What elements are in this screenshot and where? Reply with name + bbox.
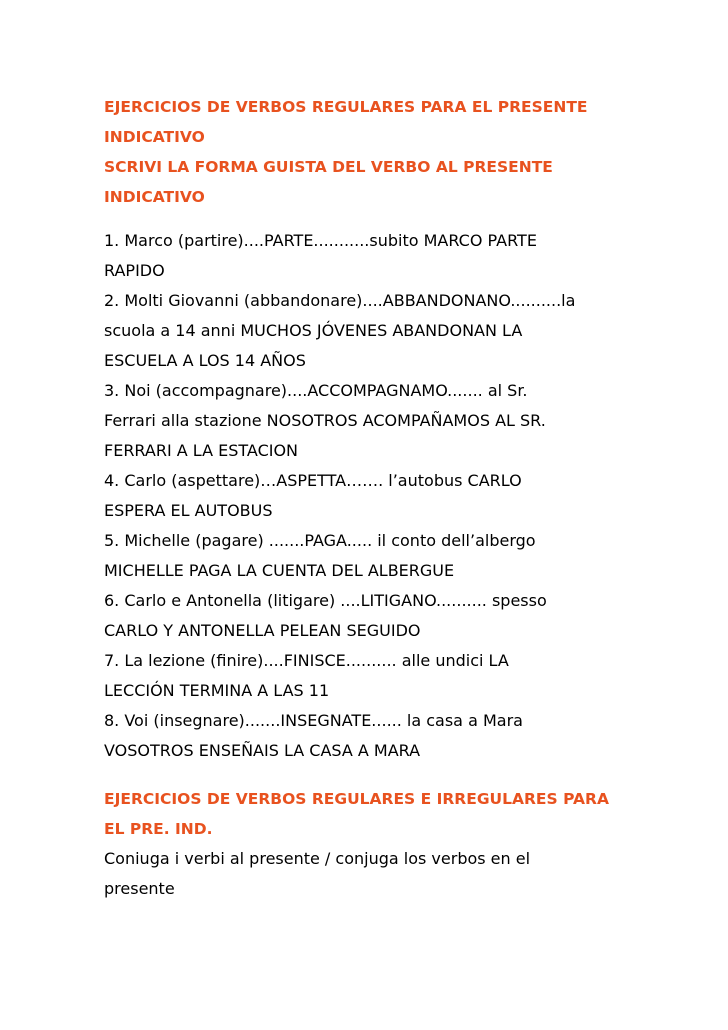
exercise-line: 5. Michelle (pagare) .......PAGA..... il conto dell’albergo <box>104 531 536 550</box>
heading-line: INDICATIVO <box>104 188 205 206</box>
exercise-line: Ferrari alla stazione NOSOTROS ACOMPAÑAMOS AL SR. <box>104 411 546 430</box>
document-page <box>104 92 644 904</box>
instruction-line: Coniuga i verbi al presente / conjuga los verbos en el <box>104 849 531 868</box>
exercise-line: CARLO Y ANTONELLA PELEAN SEGUIDO <box>104 621 421 640</box>
exercise-line: FERRARI A LA ESTACION <box>104 441 299 460</box>
exercise-line: VOSOTROS ENSEÑAIS LA CASA A MARA <box>104 741 421 760</box>
heading-line: EL PRE. IND. <box>104 820 213 838</box>
heading-line: EJERCICIOS DE VERBOS REGULARES PARA EL PRESENTE <box>104 98 588 116</box>
exercise-line: 1. Marco (partire)....PARTE...........subito MARCO PARTE <box>104 231 537 250</box>
exercise-line: 7. La lezione (finire)....FINISCE.......... alle undici LA <box>104 651 509 670</box>
heading-line: SCRIVI LA FORMA GUISTA DEL VERBO AL PRESENTE <box>104 158 553 176</box>
exercise-line: 4. Carlo (aspettare)…ASPETTA……. l’autobus CARLO <box>104 471 522 490</box>
exercise-line: ESCUELA A LOS 14 AÑOS <box>104 351 306 370</box>
exercise-line: ESPERA EL AUTOBUS <box>104 501 273 520</box>
heading-line: EJERCICIOS DE VERBOS REGULARES E IRREGULARES PARA <box>104 790 609 808</box>
spacer <box>104 212 644 226</box>
exercise-line: 6. Carlo e Antonella (litigare) ....LITIGANO.......... spesso <box>104 591 547 610</box>
heading-line: INDICATIVO <box>104 128 205 146</box>
exercise-line: 2. Molti Giovanni (abbandonare)....ABBANDONANO..........la <box>104 291 576 310</box>
section2-heading <box>104 784 644 844</box>
exercise-line: 8. Voi (insegnare).......INSEGNATE...... la casa a Mara <box>104 711 523 730</box>
instruction-line: presente <box>104 879 175 898</box>
exercise-list <box>104 226 644 766</box>
exercise-line: MICHELLE PAGA LA CUENTA DEL ALBERGUE <box>104 561 455 580</box>
instructions <box>104 844 644 904</box>
exercise-line: LECCIÓN TERMINA A LAS 11 <box>104 681 330 700</box>
exercise-line: 3. Noi (accompagnare)....ACCOMPAGNAMO....... al Sr. <box>104 381 528 400</box>
exercise-line: RAPIDO <box>104 261 165 280</box>
exercise-line: scuola a 14 anni MUCHOS JÓVENES ABANDONAN LA <box>104 321 523 340</box>
section1-heading <box>104 92 644 212</box>
spacer <box>104 766 644 784</box>
